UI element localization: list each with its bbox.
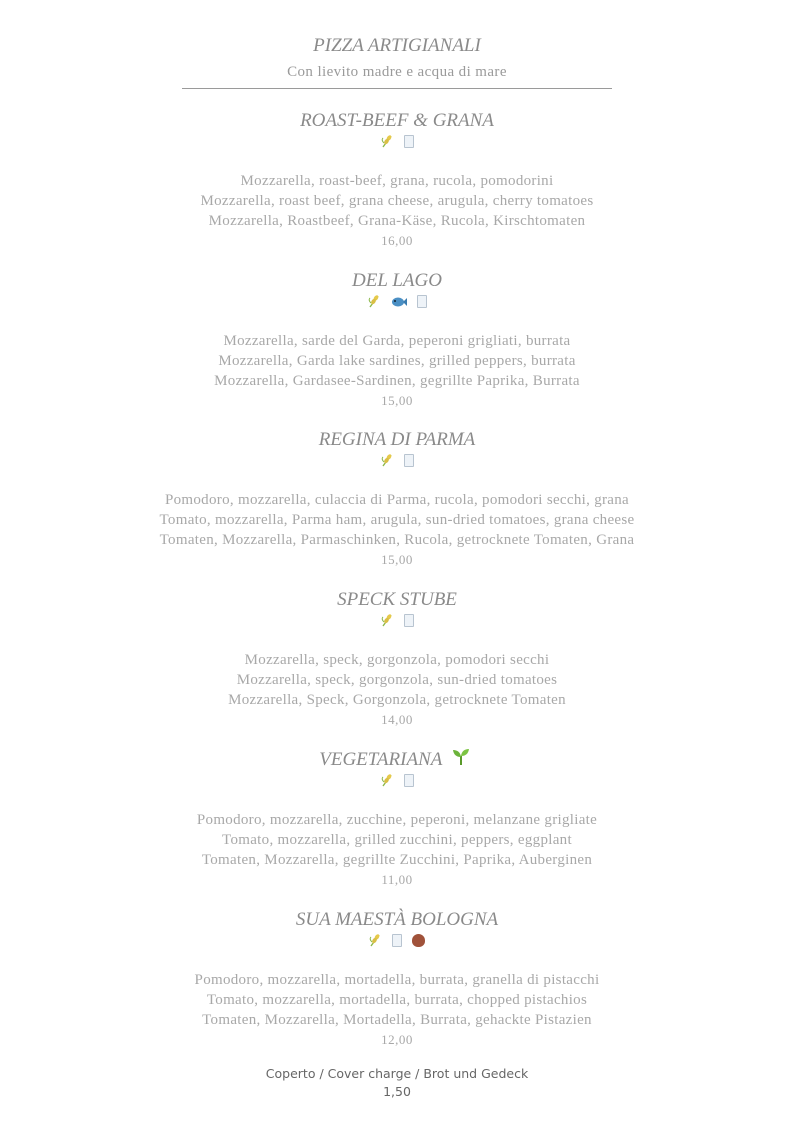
item-name: DEL LAGO xyxy=(352,270,442,291)
item-title xyxy=(0,748,794,772)
item-price: 15,00 xyxy=(381,552,413,567)
fish-icon xyxy=(391,294,407,314)
description-line: Tomaten, Mozzarella, gegrillte Zucchini, Paprika, Auberginen xyxy=(201,852,593,868)
description-line: Tomato, mozzarella, grilled zucchini, peppers, eggplant xyxy=(222,832,572,848)
section-subtitle: Con lievito madre e acqua di mare xyxy=(287,64,507,80)
item-title xyxy=(0,428,794,452)
item-title xyxy=(0,109,794,133)
description-line: Mozzarella, Garda lake sardines, grilled peppers, burrata xyxy=(218,353,576,369)
menu-item xyxy=(0,748,794,890)
menu-item xyxy=(0,588,794,730)
item-name: SUA MAESTÀ BOLOGNA xyxy=(295,909,499,930)
cover-charge-price: 1,50 xyxy=(383,1084,411,1099)
allergen-icons xyxy=(0,133,794,153)
allergen-icons xyxy=(0,452,794,472)
item-price: 12,00 xyxy=(381,1032,413,1047)
milk-icon xyxy=(417,294,427,314)
allergen-icons xyxy=(0,932,794,952)
section-title: PIZZA ARTIGIANALI xyxy=(313,35,481,56)
milk-icon xyxy=(404,773,414,793)
item-title xyxy=(0,588,794,612)
item-price: 16,00 xyxy=(381,233,413,248)
milk-icon xyxy=(404,134,414,154)
item-description xyxy=(0,650,794,710)
item-price: 14,00 xyxy=(381,712,413,727)
milk-icon xyxy=(404,613,414,633)
description-line: Mozzarella, speck, gorgonzola, sun-dried tomatoes xyxy=(236,672,558,688)
description-line: Mozzarella, speck, gorgonzola, pomodori secchi xyxy=(244,652,550,668)
wheat-icon xyxy=(381,773,394,793)
menu-item xyxy=(0,428,794,570)
description-line: Tomaten, Mozzarella, Mortadella, Burrata, gehackte Pistazien xyxy=(202,1012,592,1028)
allergen-icons xyxy=(0,293,794,313)
description-line: Pomodoro, mozzarella, zucchine, peperoni, melanzane grigliate xyxy=(196,812,598,828)
description-line: Mozzarella, roast-beef, grana, rucola, pomodorini xyxy=(240,173,554,189)
item-description xyxy=(0,490,794,550)
item-description xyxy=(0,331,794,391)
item-name: VEGETARIANA xyxy=(319,749,443,770)
menu-item xyxy=(0,109,794,251)
item-description xyxy=(0,810,794,870)
wheat-icon xyxy=(381,134,394,154)
allergen-icons xyxy=(0,772,794,792)
menu-item xyxy=(0,908,794,1050)
milk-icon xyxy=(404,453,414,473)
item-name: REGINA DI PARMA xyxy=(318,429,476,450)
item-description xyxy=(0,970,794,1030)
description-line: Tomato, mozzarella, Parma ham, arugula, sun-dried tomatoes, grana cheese xyxy=(159,512,635,528)
allergen-icons xyxy=(0,612,794,632)
item-name: SPECK STUBE xyxy=(337,589,457,610)
wheat-icon xyxy=(381,613,394,633)
description-line: Pomodoro, mozzarella, culaccia di Parma, rucola, pomodori secchi, grana xyxy=(164,492,630,508)
item-price: 15,00 xyxy=(381,393,413,408)
item-description xyxy=(0,171,794,231)
wheat-icon xyxy=(368,294,381,314)
cover-charge-label: Coperto / Cover charge / Brot und Gedeck xyxy=(265,1066,529,1081)
description-line: Tomaten, Mozzarella, Parmaschinken, Rucola, getrocknete Tomaten, Grana xyxy=(159,532,635,548)
description-line: Mozzarella, Speck, Gorgonzola, getrocknete Tomaten xyxy=(228,692,566,708)
nut-icon xyxy=(412,933,425,953)
description-line: Mozzarella, sarde del Garda, peperoni grigliati, burrata xyxy=(223,333,571,349)
milk-icon xyxy=(392,933,402,953)
menu-item xyxy=(0,269,794,411)
description-line: Mozzarella, Gardasee-Sardinen, gegrillte Paprika, Burrata xyxy=(214,373,580,389)
description-line: Mozzarella, Roastbeef, Grana-Käse, Rucola, Kirschtomaten xyxy=(208,213,586,229)
description-line: Pomodoro, mozzarella, mortadella, burrata, granella di pistacchi xyxy=(194,972,600,988)
item-title xyxy=(0,908,794,932)
item-price: 11,00 xyxy=(381,872,413,887)
item-title xyxy=(0,269,794,293)
divider xyxy=(182,88,612,89)
wheat-icon xyxy=(381,453,394,473)
description-line: Tomato, mozzarella, mortadella, burrata, chopped pistachios xyxy=(206,992,588,1008)
item-name: ROAST-BEEF & GRANA xyxy=(300,110,494,131)
seedling-icon xyxy=(452,748,470,773)
wheat-icon xyxy=(369,933,382,953)
description-line: Mozzarella, roast beef, grana cheese, arugula, cherry tomatoes xyxy=(200,193,594,209)
